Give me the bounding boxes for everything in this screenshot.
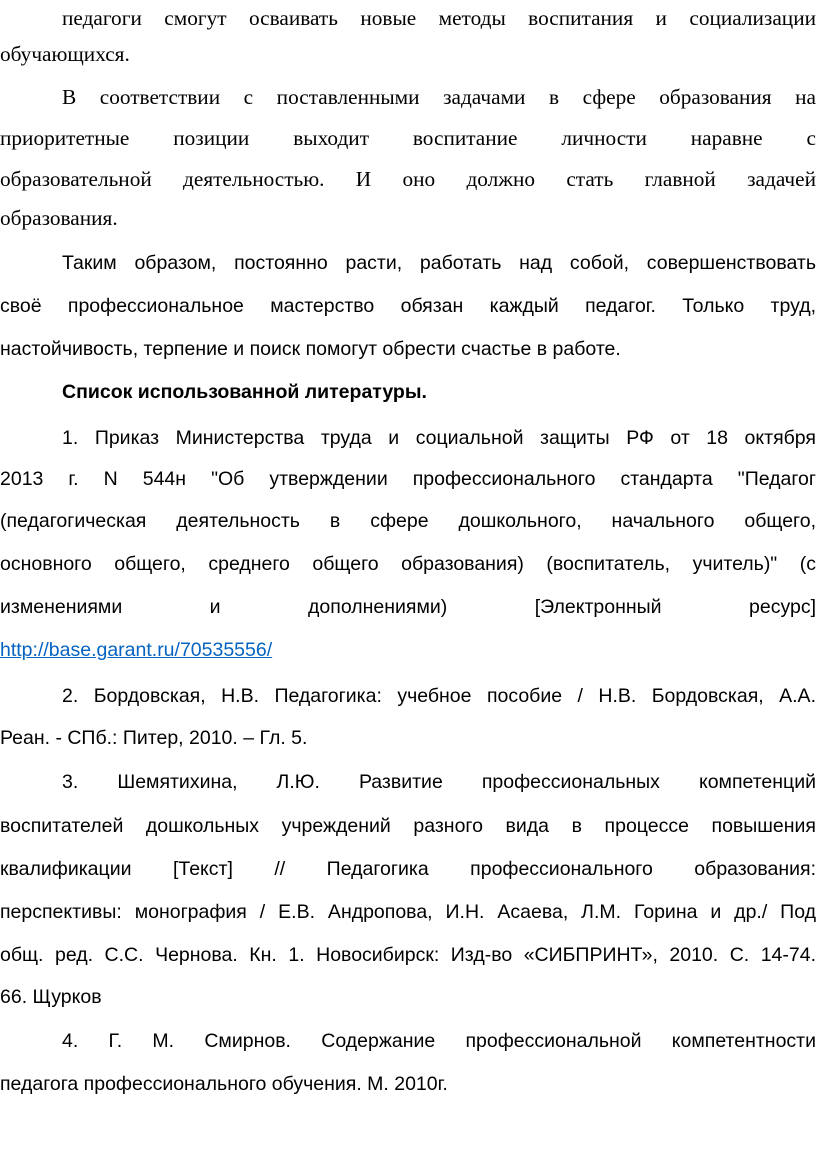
paragraph-line: Таким образом, постоянно расти, работать над собой, совершенствовать <box>62 252 816 274</box>
paragraph-line: образовательной деятельностью. И оно должно стать главной задачей <box>0 167 816 191</box>
paragraph-line: образования. <box>0 206 118 230</box>
paragraph-line: приоритетные позиции выходит воспитание личности наравне с <box>0 126 816 150</box>
reference-line: 4. Г. М. Смирнов. Содержание профессиональной компетентности <box>62 1030 816 1052</box>
paragraph-line: В соответствии с поставленными задачами в сфере образования на <box>62 85 816 109</box>
reference-line: 1. Приказ Министерства труда и социальной защиты РФ от 18 октября <box>62 427 816 449</box>
reference-line: 2013 г. N 544н "Об утверждении профессионального стандарта "Педагог <box>0 468 816 490</box>
references-heading: Список использованной литературы. <box>62 381 427 403</box>
reference-line: основного общего, среднего общего образования) (воспитатель, учитель)" (с <box>0 553 816 575</box>
paragraph-line: педагоги смогут осваивать новые методы воспитания и социализации <box>62 6 816 30</box>
paragraph-line: обучающихся. <box>0 42 130 66</box>
reference-line: педагога профессионального обучения. М. 2010г. <box>0 1073 448 1095</box>
reference-line: воспитателей дошкольных учреждений разного вида в процессе повышения <box>0 815 816 837</box>
reference-line: 66. Щурков <box>0 986 102 1008</box>
reference-line: Реан. - СПб.: Питер, 2010. – Гл. 5. <box>0 727 308 749</box>
reference-line: 3. Шемятихина, Л.Ю. Развитие профессиональных компетенций <box>62 771 816 793</box>
reference-line: изменениями и дополнениями) [Электронный ресурс] <box>0 596 816 618</box>
paragraph-line: настойчивость, терпение и поиск помогут обрести счастье в работе. <box>0 338 621 360</box>
reference-link[interactable]: http://base.garant.ru/70535556/ <box>0 639 273 661</box>
reference-line: квалификации [Текст] // Педагогика профессионального образования: <box>0 858 816 880</box>
reference-line: перспективы: монография / Е.В. Андропова, И.Н. Асаева, Л.М. Горина и др./ Под <box>0 901 816 923</box>
reference-line: (педагогическая деятельность в сфере дошкольного, начального общего, <box>0 510 816 532</box>
paragraph-line: своё профессиональное мастерство обязан каждый педагог. Только труд, <box>0 295 816 317</box>
reference-line: общ. ред. С.С. Чернова. Кн. 1. Новосибирск: Изд-во «СИБПРИНТ», 2010. С. 14-74. <box>0 944 816 966</box>
reference-line: 2. Бордовская, Н.В. Педагогика: учебное пособие / Н.В. Бордовская, А.А. <box>62 685 816 707</box>
reference-link-line <box>0 630 816 670</box>
